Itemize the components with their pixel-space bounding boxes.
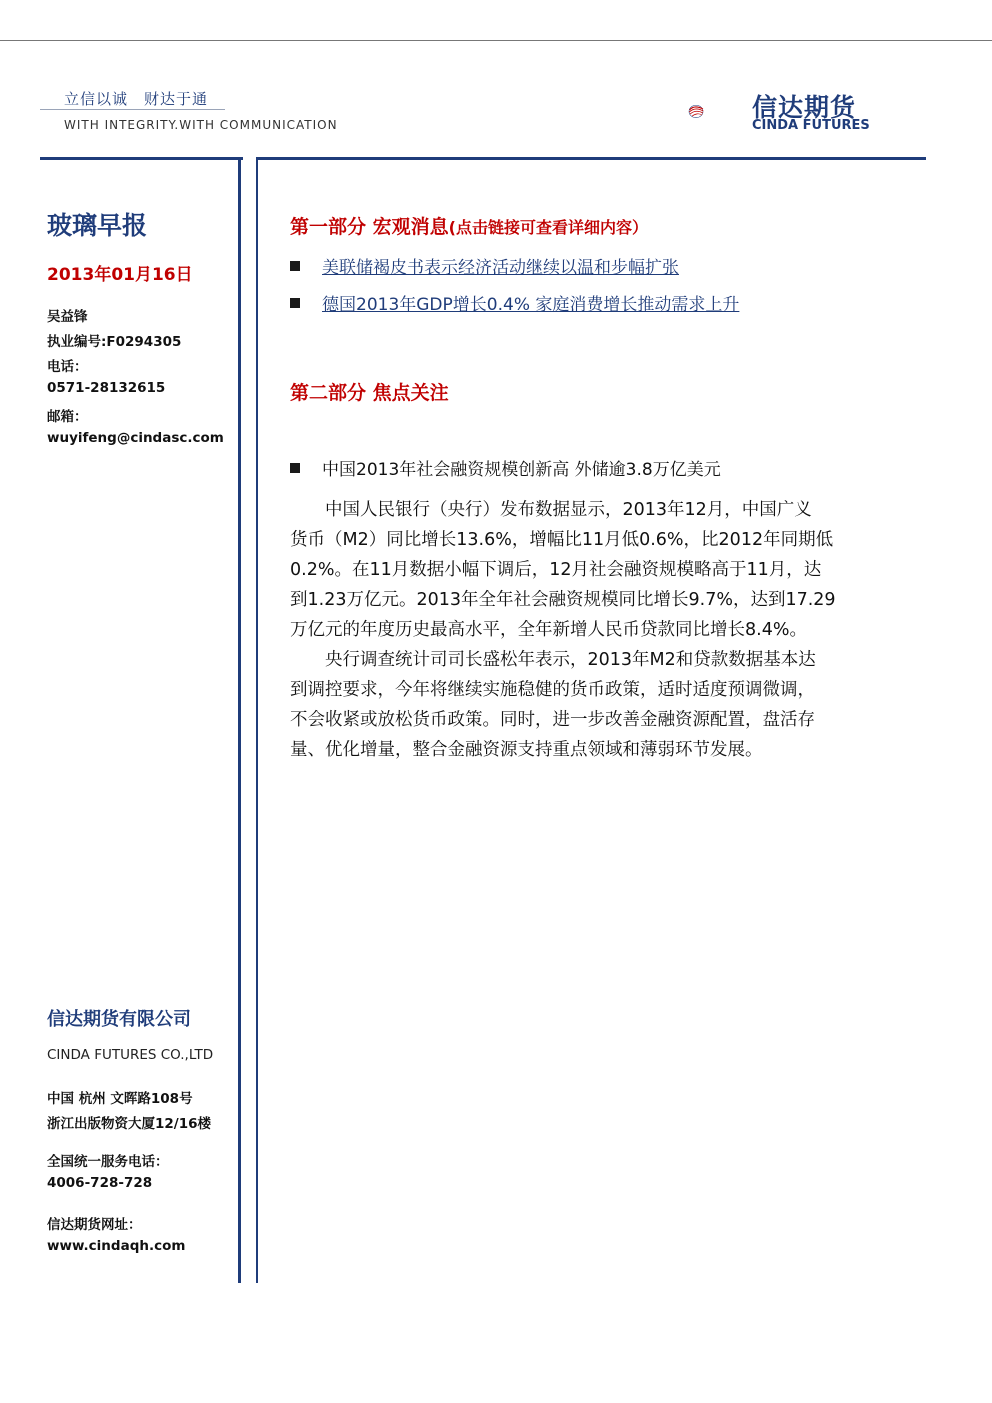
license-number: 执业编号:F0294305 xyxy=(47,334,182,350)
analyst-name: 吴益锋 xyxy=(47,309,88,325)
hotline-number: 4006-728-728 xyxy=(47,1175,153,1191)
logo-text-en: CINDA FUTURES xyxy=(752,118,870,133)
square-bullet-icon xyxy=(290,463,300,473)
website-url[interactable]: www.cindaqh.com xyxy=(47,1238,186,1254)
address-line-1: 中国 杭州 文晖路108号 xyxy=(47,1091,193,1107)
sidebar-divider-1 xyxy=(238,160,241,1283)
section2-heading: 第二部分 焦点关注 xyxy=(290,382,449,404)
phone-number: 0571-28132615 xyxy=(47,380,166,396)
company-name-cn: 信达期货有限公司 xyxy=(47,1009,191,1030)
paragraph-line: 量、优化增量，整合金融资源支持重点领域和薄弱环节发展。 xyxy=(290,740,763,760)
email-address[interactable]: wuyifeng@cindasc.com xyxy=(47,430,224,446)
section1-note: (点击链接可查看详细内容） xyxy=(448,218,648,237)
section1-heading xyxy=(290,212,648,239)
report-title: 玻璃早报 xyxy=(47,211,148,240)
slogan-underline xyxy=(40,109,225,110)
top-rule xyxy=(0,40,992,41)
hotline-label: 全国统一服务电话： xyxy=(47,1154,169,1170)
list-item xyxy=(290,455,721,480)
sidebar-divider-2 xyxy=(256,160,258,1283)
paragraph-line: 不会收紧或放松货币政策。同时，进一步改善金融资源配置，盘活存 xyxy=(290,710,815,730)
website-label: 信达期货网址： xyxy=(47,1217,142,1233)
paragraph-line: 到1.23万亿元。2013年全年社会融资规模同比增长9.7%，达到17.29 xyxy=(290,590,836,610)
paragraph-line: 到调控要求，今年将继续实施稳健的货币政策，适时适度预调微调， xyxy=(290,680,815,700)
paragraph-line: 货币（M2）同比增长13.6%，增幅比11月低0.6%，比2012年同期低 xyxy=(290,530,834,550)
news-link[interactable]: 美联储褐皮书表示经济活动继续以温和步幅扩张 xyxy=(322,258,679,278)
focus-headline: 中国2013年社会融资规模创新高 外储逾3.8万亿美元 xyxy=(322,460,721,480)
paragraph-line: 中国人民银行（央行）发布数据显示，2013年12月，中国广义 xyxy=(290,500,812,520)
company-name-en: CINDA FUTURES CO.,LTD xyxy=(47,1047,214,1063)
logo-text-cn: 信达期货 xyxy=(752,93,857,122)
paragraph-line: 万亿元的年度历史最高水平，全年新增人民币贷款同比增长8.4%。 xyxy=(290,620,807,640)
header-rule-right xyxy=(256,157,926,160)
email-label: 邮箱： xyxy=(47,409,88,425)
report-date: 2013年01月16日 xyxy=(47,265,193,285)
square-bullet-icon xyxy=(290,261,300,271)
square-bullet-icon xyxy=(290,298,300,308)
paragraph-line: 0.2%。在11月数据小幅下调后，12月社会融资规模略高于11月，达 xyxy=(290,560,822,580)
header-rule-left xyxy=(40,157,243,160)
slogan-en: WITH INTEGRITY.WITH COMMUNICATION xyxy=(64,118,338,132)
section1-title: 第一部分 宏观消息 xyxy=(290,216,449,238)
news-link[interactable]: 德国2013年GDP增长0.4% 家庭消费增长推动需求上升 xyxy=(322,295,740,315)
phone-label: 电话： xyxy=(47,359,88,375)
address-line-2: 浙江出版物资大厦12/16楼 xyxy=(47,1116,212,1132)
list-item xyxy=(290,253,679,278)
slogan-cn: 立信以诚 财达于通 xyxy=(64,90,209,108)
list-item xyxy=(290,290,739,315)
cinda-logo-icon xyxy=(688,84,750,140)
paragraph-line: 央行调查统计司司长盛松年表示，2013年M2和贷款数据基本达 xyxy=(290,650,816,670)
